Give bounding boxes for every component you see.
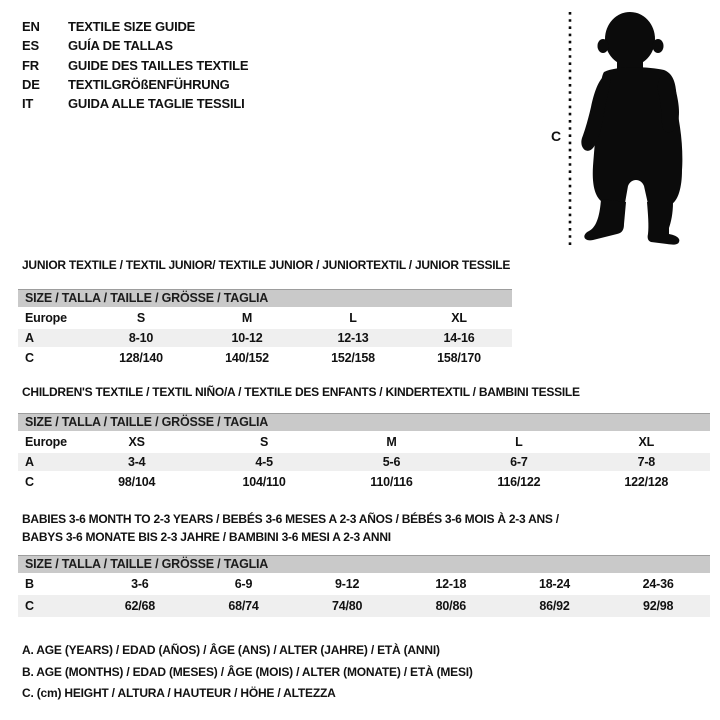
children-size-table	[18, 385, 710, 493]
size-cell: 122/128	[624, 475, 669, 489]
measure-label-c: C	[551, 128, 562, 144]
language-label: TEXTILGRÖßENFÜHRUNG	[68, 77, 230, 93]
size-cell: 3-6	[131, 577, 149, 591]
table-header-bar: SIZE / TALLA / TAILLE / GRÖSSE / TAGLIA	[18, 413, 710, 431]
size-cell: 24-36	[642, 577, 674, 591]
language-label: GUÍA DE TALLAS	[68, 38, 173, 54]
size-cell: 68/74	[228, 599, 259, 613]
toddler-silhouette-icon	[545, 6, 705, 252]
language-code: DE	[22, 77, 40, 93]
size-cell: 3-4	[127, 455, 146, 469]
language-label: GUIDA ALLE TAGLIE TESSILI	[68, 96, 245, 112]
size-cell: L	[349, 311, 357, 325]
toddler-body	[581, 12, 682, 245]
language-row	[22, 75, 248, 94]
size-cell: 7-8	[637, 455, 656, 469]
size-cell: S	[260, 435, 269, 449]
size-cell: XL	[451, 311, 467, 325]
language-row	[22, 17, 248, 36]
language-label: GUIDE DES TAILLES TEXTILE	[68, 57, 249, 73]
size-cell: M	[386, 435, 397, 449]
footnote-legend	[22, 640, 473, 705]
size-cell: 4-5	[255, 455, 273, 469]
size-cell: 110/116	[370, 475, 413, 489]
size-cell: 140/152	[225, 351, 269, 365]
size-cell: 12-18	[435, 577, 467, 591]
language-code: ES	[22, 38, 39, 54]
size-cell: 80/86	[435, 599, 466, 613]
size-cell: 152/158	[331, 351, 375, 365]
table-title: BABIES 3-6 MONTH TO 2-3 YEARS / BEBÉS 3-6 MESES A 2-3 AÑOS / BÉBÉS 3-6 MOIS À 2-3 ANS /	[22, 512, 559, 526]
size-cell: 12-13	[337, 331, 369, 345]
language-label: TEXTILE SIZE GUIDE	[68, 19, 196, 35]
table-row	[18, 595, 710, 617]
size-cell: 6-9	[234, 577, 253, 591]
row-label: B	[25, 577, 34, 591]
language-row	[22, 36, 248, 55]
language-guide	[22, 17, 248, 113]
row-label: C	[25, 599, 34, 613]
size-cell: 128/140	[119, 351, 163, 365]
table-row	[18, 471, 710, 493]
table-rows	[18, 573, 710, 617]
size-cell: 9-12	[335, 577, 360, 591]
row-label: Europe	[25, 311, 67, 325]
row-label: C	[25, 475, 34, 489]
row-label: A	[25, 331, 34, 345]
babies-size-table	[18, 510, 710, 617]
table-row	[18, 573, 710, 595]
table-row	[18, 453, 710, 471]
table-header-bar: SIZE / TALLA / TAILLE / GRÖSSE / TAGLIA	[18, 555, 710, 573]
size-cell: M	[241, 311, 253, 325]
table-header-bar: SIZE / TALLA / TAILLE / GRÖSSE / TAGLIA	[18, 289, 512, 307]
table-row	[18, 431, 710, 453]
size-cell: 62/68	[124, 599, 155, 613]
size-cell: 5-6	[382, 455, 401, 469]
size-cell: 18-24	[539, 577, 570, 591]
size-cell: XL	[638, 435, 655, 449]
table-rows	[18, 431, 710, 493]
size-cell: 8-10	[128, 331, 154, 345]
table-title: CHILDREN'S TEXTILE / TEXTIL NIÑO/A / TEXTILE DES ENFANTS / KINDERTEXTIL / BAMBINI TESSILE	[22, 385, 580, 399]
size-cell: 116/122	[497, 475, 541, 489]
size-cell: S	[136, 311, 146, 325]
language-code: IT	[22, 96, 34, 112]
footnote-line: A. AGE (YEARS) / EDAD (AÑOS) / ÂGE (ANS) / ALTER (JAHRE) / ETÀ (ANNI)	[22, 643, 440, 657]
size-cell: XS	[128, 435, 145, 449]
size-cell: 104/110	[242, 475, 286, 489]
footnote-line: C. (cm) HEIGHT / ALTURA / HAUTEUR / HÖHE / ALTEZZA	[22, 686, 336, 700]
row-label: A	[25, 455, 34, 469]
size-cell: 10-12	[231, 331, 263, 345]
row-label: C	[25, 351, 34, 365]
footnote-line: B. AGE (MONTHS) / EDAD (MESES) / ÂGE (MOIS) / ALTER (MONATE) / ETÀ (MESI)	[22, 664, 473, 679]
size-cell: 158/170	[437, 351, 481, 365]
size-cell: 6-7	[510, 455, 528, 469]
language-row	[22, 56, 248, 75]
size-cell: 98/104	[118, 475, 156, 489]
table-rows	[18, 307, 512, 369]
table-row	[18, 307, 512, 329]
size-cell: 74/80	[332, 599, 363, 613]
size-cell: 14-16	[443, 331, 475, 345]
table-title-line2: BABYS 3-6 MONATE BIS 2-3 JAHRE / BAMBINI 3-6 MESI A 2-3 ANNI	[22, 530, 391, 544]
language-code: EN	[22, 19, 40, 35]
junior-size-table	[18, 258, 512, 369]
language-code: FR	[22, 57, 39, 73]
size-cell: L	[515, 435, 523, 449]
language-row	[22, 94, 248, 113]
table-row	[18, 329, 512, 347]
row-label: Europe	[25, 435, 67, 449]
table-row	[18, 347, 512, 369]
table-title: JUNIOR TEXTILE / TEXTIL JUNIOR/ TEXTILE JUNIOR / JUNIORTEXTIL / JUNIOR TESSILE	[22, 258, 511, 272]
size-cell: 86/92	[539, 599, 570, 613]
size-cell: 92/98	[643, 599, 674, 613]
